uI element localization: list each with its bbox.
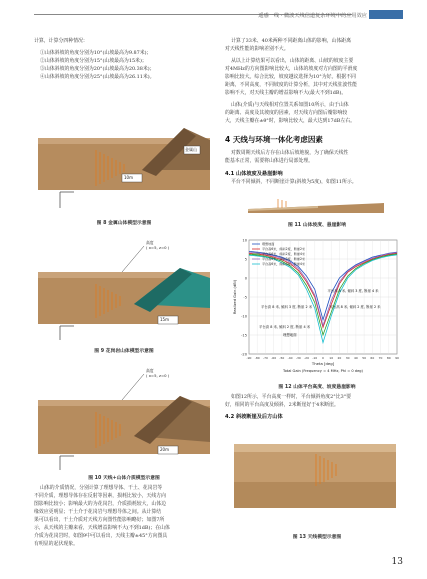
annotation-0: 平台高 8 米, 倾斜 3 度, 断崖 4 米: [327, 289, 379, 293]
y-tick-label: -15: [241, 333, 247, 338]
figure-11-slope-cliff: [238, 191, 394, 219]
section-4-2-heading: 4.2 斜坡断崖及后方山体: [225, 414, 283, 420]
body-line-7: 介质为花岗岩时，如图9中可以看出，天线主瓣±45°方向图具: [34, 533, 168, 539]
header-color-tab: [369, 10, 403, 19]
y-tick-label: 5: [244, 257, 247, 262]
x-tick-label: 50: [362, 356, 367, 360]
figure-10-drawing: [34, 362, 214, 472]
figure-12-chart: [231, 232, 403, 380]
intro-text: 计算，计算分四种情况：: [34, 38, 88, 44]
figure-8-metal-mountain: [34, 88, 214, 216]
fig8-mountain-label: 金属山: [185, 147, 197, 152]
para2-line-5: 影响不大，对天线主瓣的增益影响不大(最大不到1dB)。: [225, 90, 347, 96]
figure-10-caption: 图 10 天线+山体介质模型示意图: [88, 476, 160, 481]
fig10-distance-label: 20m: [160, 447, 169, 452]
y-tick-label: 0: [244, 276, 247, 281]
y-tick-label: -10: [241, 314, 247, 319]
case-2: ②山体斜坡的角度分别为15°(山坡最高为15米)；: [40, 58, 147, 64]
para1-line-1: 计算了33米、40米两种不同距离山体的影响，山体距离: [231, 38, 352, 44]
para4-line-2: 好，相同的平台高度及倾斜，2米断崖好于4米断崖。: [225, 402, 339, 408]
x-tick-label: -50: [279, 356, 285, 360]
section-4-1-heading: 4.1 山体坡度及悬崖影响: [225, 171, 283, 177]
legend-entry-2: 平台高6米，倾斜2度，断崖4米: [262, 252, 306, 256]
fig10-antenna-note: 高度 ( x=5, z=0 ): [146, 368, 170, 378]
figure-13-antenna-model: [232, 424, 398, 516]
x-tick-label: 20: [337, 356, 342, 360]
body-line-4: 缘效应更明显；干土介于花岗岩与理想导体之间。从计算结: [34, 509, 162, 515]
body-line-5: 果可以看出，干土介质对天线方向图性能影响略好；如图7所: [34, 517, 165, 523]
x-tick-label: 30: [345, 356, 350, 360]
x-tick-label: -30: [295, 356, 301, 360]
y-tick-label: 10: [242, 238, 247, 243]
x-tick-label: 0: [322, 356, 324, 360]
x-tick-label: 40: [353, 356, 358, 360]
legend-entry-4: 平台高6米，倾斜3度，断崖4米: [262, 262, 306, 266]
figure-11-caption: 图 11 山体坡度、悬崖影响: [288, 223, 346, 228]
para3-line-1: 山体(介质)与天线相对位置关系如图10所示，由于山体: [231, 102, 349, 108]
para3-line-2: 的距离、高度及其坡度的因素，对天线方向图后瓣影响较: [225, 110, 348, 116]
annotation-2: 平台高 8 米, 倾斜 3 度, 断崖 2 米: [261, 305, 313, 309]
x-axis-label: Theta [deg]: [311, 361, 335, 366]
figure-9-granite-mountain: [34, 232, 214, 344]
body-line-2: 不同介质，理想导体存在反射等因素，损耗比较小，天线方向: [34, 493, 167, 499]
x-tick-label: -80: [254, 356, 260, 360]
x-tick-label: 80: [386, 356, 391, 360]
figure-11-drawing: [238, 191, 394, 219]
figure-8-caption: 图 8 金属山体模型示意图: [96, 221, 152, 226]
body-line-1: 山体的介质情况，分别计算了理想导体、干土、花岗岩等: [40, 485, 163, 491]
fig9-antenna-note: 高度 ( x=5, z=0 ): [146, 240, 170, 250]
body-line-6: 示，从天线的主瓣来看，天线增益影响不大(不到1dB)；在山体: [34, 525, 170, 531]
legend-entry-1: 平台高6米，倾斜2度，断崖2米: [262, 247, 306, 251]
fig8-distance-label: 10m: [124, 175, 133, 180]
x-tick-label: -60: [271, 356, 277, 360]
x-tick-label: 90: [395, 356, 399, 360]
figure-12-caption: 图 12 山体平台高度、坡度悬崖影响: [278, 385, 356, 390]
x-tick-label: -20: [304, 356, 310, 360]
para1-line-2: 对天线性能的影响差别不大。: [225, 46, 289, 52]
case-3: ③山体斜坡的角度分别为20°(山坡最高为20.38米)；: [40, 66, 155, 72]
legend-entry-3: 平台高6米，倾斜3度，断崖2米: [262, 257, 306, 261]
section4-line-2: 能基本正常，需要将山体进行局部处理。: [225, 158, 314, 164]
figure-9-caption: 图 9 花岗岩山体模型示意图: [94, 349, 154, 354]
annotation-1: 平台高 8 米, 倾斜 2 度, 断崖 2 米: [329, 305, 381, 309]
x-tick-label: -90: [246, 356, 252, 360]
case-4: ④山体斜坡的角度分别为25°(山坡最高为26.11米)。: [40, 74, 155, 80]
para2-line-3: 影响比较大。综合比较，坡度越议选择为10°为好。根据不同: [225, 74, 356, 80]
y-axis-label: Realized Gain (dBi): [233, 279, 237, 315]
para4-line-1: 如图12所示，平台高度一样时，平台倾斜角度2°比3°要: [231, 394, 352, 400]
header-title: 遥感一线 · 微波天线信道复杂环境中的应用效应: [258, 13, 367, 19]
x-tick-label: 10: [329, 356, 334, 360]
x-tick-label: 70: [378, 356, 383, 360]
page-number: 13: [391, 557, 403, 567]
para2-line-2: 对4MHz的方向图影响比较大，山体的坡度对方向图的平滑度: [225, 66, 358, 72]
figure-10-antenna-mountain: [34, 362, 214, 472]
x-tick-label: -40: [287, 356, 293, 360]
para3-line-3: 大，天线主瓣在±θ°时，影响比较大，最大达到17dB左右。: [225, 118, 356, 124]
figure-13-caption: 图 13 天线模型示意图: [292, 535, 342, 540]
body-line-8: 有明显的起伏现象。: [34, 541, 79, 547]
para2-line-4: 距离，不同高度，不同坡度的计算分析，其中对天线驻波性能: [225, 82, 358, 88]
x-tick-label: -70: [262, 356, 268, 360]
x-tick-label: 60: [370, 356, 375, 360]
para2-line-1: 从以上计算结果可以看出，山体的距离、山坡的坡度主要: [231, 58, 354, 64]
annotation-4: 理想地面: [283, 333, 297, 337]
x-tick-label: -10: [312, 356, 318, 360]
body-line-3: 图影响比较小；影响最大的为花岗岩，介质损耗较大，山体边: [34, 501, 167, 507]
figure-13-drawing: [232, 424, 398, 516]
y-tick-label: -20: [241, 352, 247, 357]
chart-svg: [231, 232, 403, 380]
chart-footer: Total Gain (Frequency = 4 MHz, Phi = 0 deg): [283, 369, 363, 373]
annotation-3: 平台高 8 米, 倾斜 2 度, 断崖 4 米: [259, 325, 311, 329]
page-header: [0, 12, 427, 22]
y-tick-label: -5: [243, 295, 247, 300]
figure-9-drawing: [34, 232, 214, 344]
section-4-heading: 4 天线与环境一体化考虑因素: [225, 135, 323, 144]
fig9-distance-label: 15m: [160, 317, 169, 322]
legend-entry-0: 理想地面: [262, 242, 275, 246]
case-1: ①山体斜坡的角度分别为10°(山坡最高为9.87米)；: [40, 50, 152, 56]
section41-text: 平台不同倾斜，不同断崖计算(斜坡为5度)，如图11所示。: [231, 179, 357, 185]
section4-line-1: 对数周期天线后方存在山体后坡地貌，为了确保天线性: [231, 150, 349, 156]
